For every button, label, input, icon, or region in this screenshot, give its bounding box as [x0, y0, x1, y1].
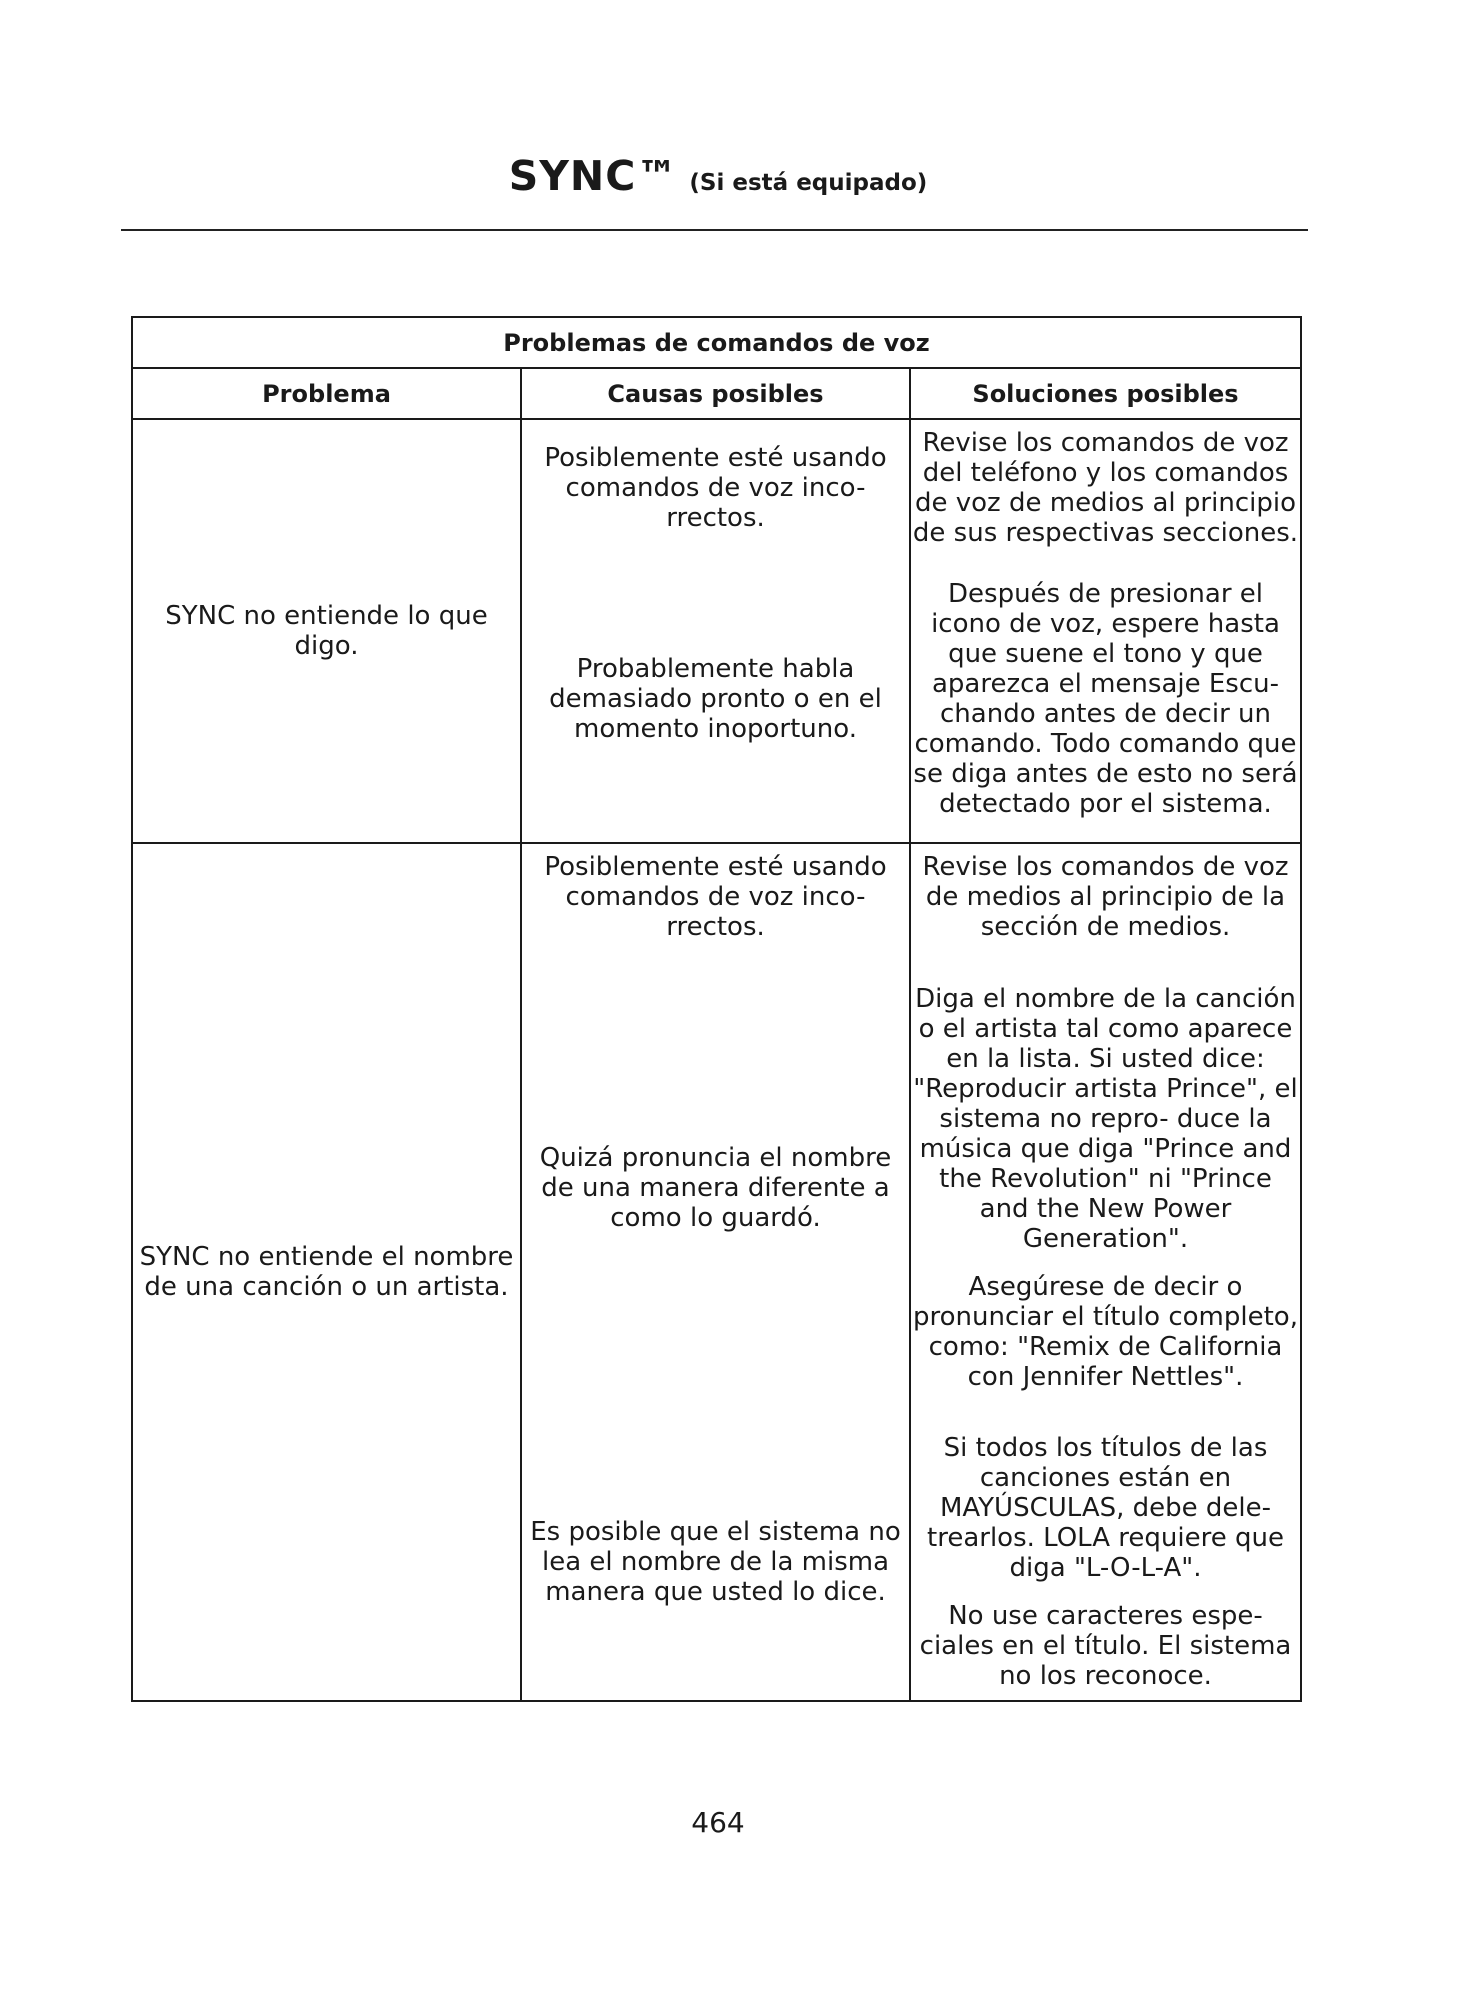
solutions-cell [910, 953, 1301, 1423]
column-header-causes: Causas posibles [521, 368, 910, 419]
problem-cell: SYNC no entiende lo que digo. [132, 419, 521, 843]
solutions-cell [910, 843, 1301, 953]
cause-cell: Probablemente habla demasiado pronto o en el momento inoportuno. [521, 556, 910, 843]
solution-text: Después de presionar el icono de voz, espere hasta que suene el tono y que aparezca el mensaje Escu- chando antes de decir un comando. Todo comando que se diga antes de esto no será detectado por el sistema. [913, 579, 1298, 819]
header-divider [121, 229, 1308, 231]
cause-cell: Es posible que el sistema no lea el nombre de la misma manera que usted lo dice. [521, 1423, 910, 1701]
column-header-problem: Problema [132, 368, 521, 419]
table-caption: Problemas de comandos de voz [132, 317, 1301, 368]
solutions-cell [910, 1423, 1301, 1701]
page-number: 464 [691, 1806, 745, 1839]
column-header-solutions: Soluciones posibles [910, 368, 1301, 419]
section-subtitle: (Si está equipado) [689, 170, 928, 196]
table-row [132, 843, 1301, 953]
page-header [0, 152, 1436, 200]
cause-cell: Posiblemente esté usando comandos de voz inco- rrectos. [521, 419, 910, 556]
solution-text: Revise los comandos de voz del teléfono y los comandos de voz de medios al principio de sus respectivas secciones. [912, 428, 1299, 548]
solution-text: Diga el nombre de la canción o el artista tal como aparece en la lista. Si usted dice: "Reproducir artista Prince", el sistema no repro- duce la música que diga "Prince and the Revolution" ni "Prince and the New Power Generation". [913, 984, 1298, 1254]
solutions-cell [910, 556, 1301, 843]
solution-text: Si todos los títulos de las canciones están en MAYÚSCULAS, debe dele- trearlos. LOLA requiere que diga "L-O-L-A". [927, 1432, 1284, 1583]
solution-text: Asegúrese de decir o pronunciar el título completo, como: "Remix de California con Jennifer Nettles". [913, 1272, 1298, 1392]
solution-text: Revise los comandos de voz de medios al principio de la sección de medios. [922, 852, 1289, 942]
cause-cell: Quizá pronuncia el nombre de una manera diferente a como lo guardó. [521, 953, 910, 1423]
problem-cell: SYNC no entiende el nombre de una canción o un artista. [132, 843, 521, 1701]
cause-cell: Posiblemente esté usando comandos de voz inco- rrectos. [521, 843, 910, 953]
solutions-cell [910, 419, 1301, 556]
section-title: SYNC™ [508, 152, 679, 200]
voice-command-problems-table [131, 316, 1302, 1702]
table-row [132, 419, 1301, 556]
solution-text: No use caracteres espe- ciales en el título. El sistema no los reconoce. [919, 1600, 1292, 1691]
